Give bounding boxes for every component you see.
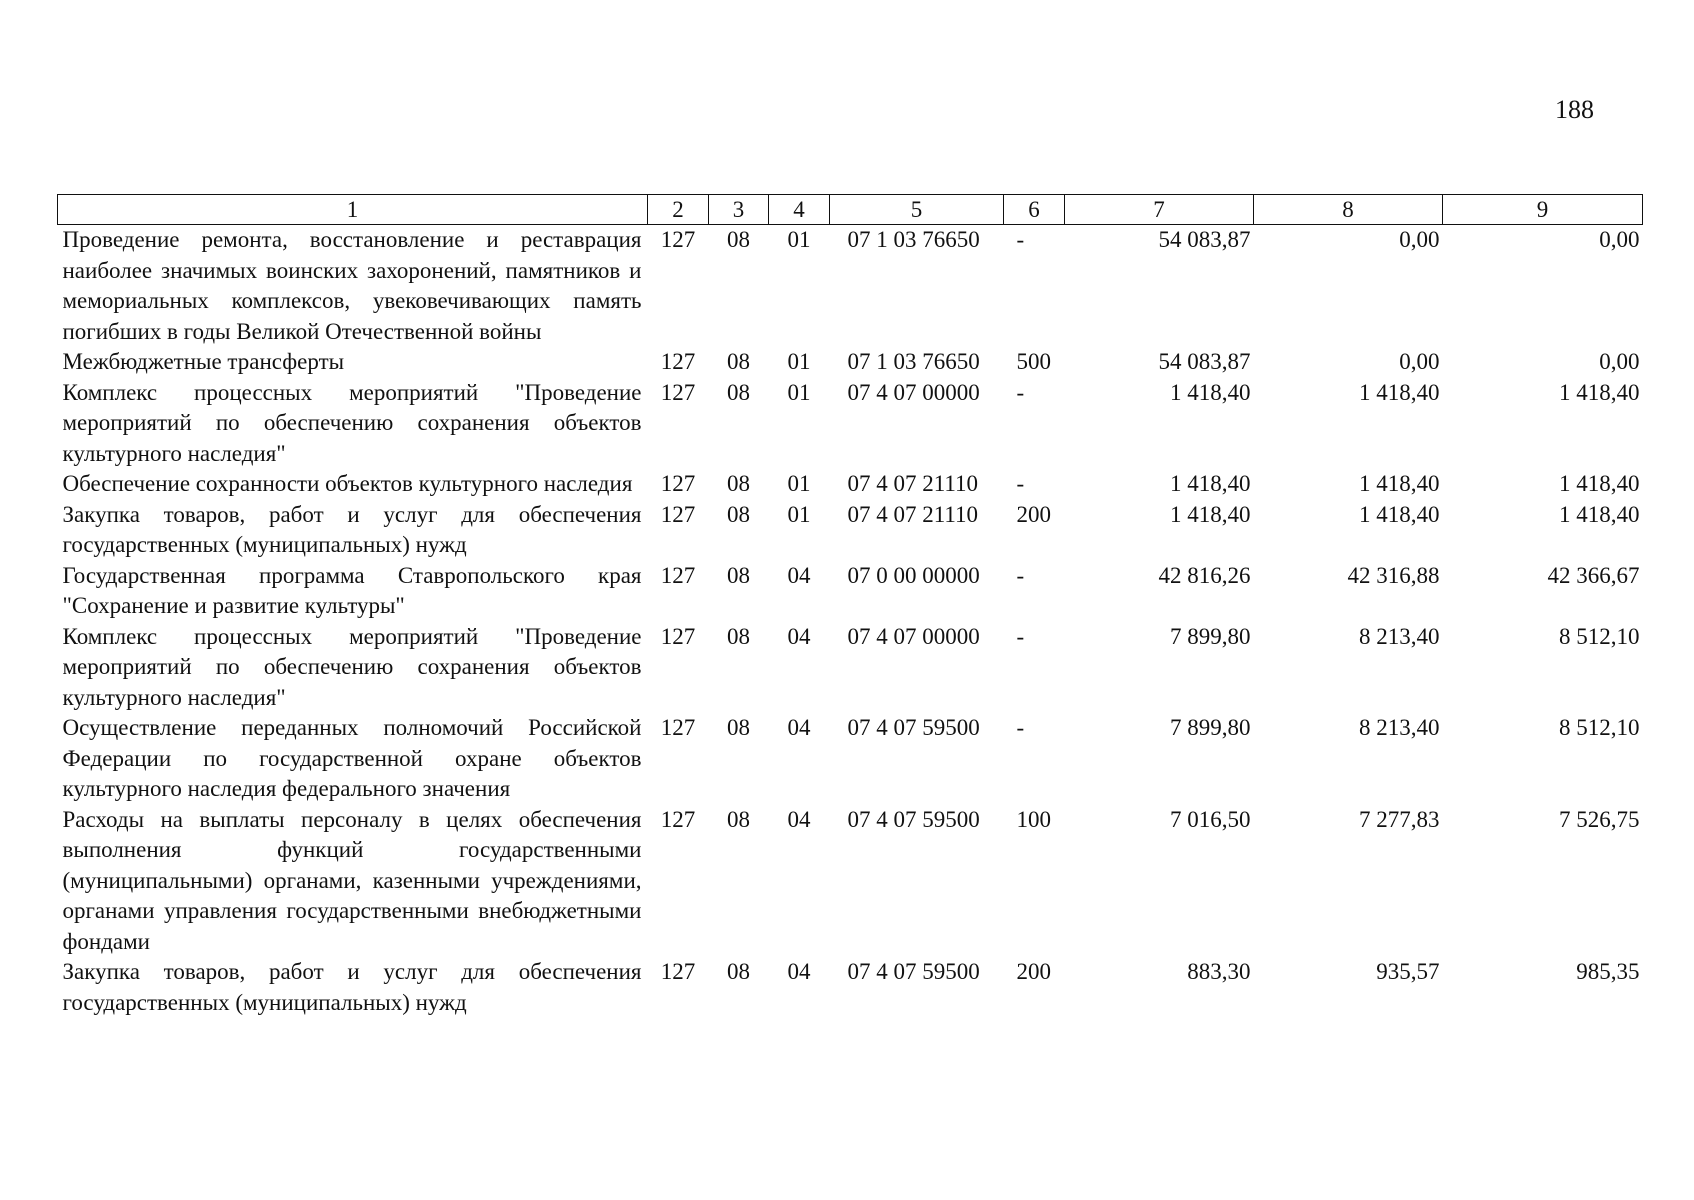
header-col-9: 9 [1443,195,1643,225]
header-col-6: 6 [1004,195,1065,225]
row-col-6: - [1016,623,1025,649]
row-col-7: 7 016,50 [1170,806,1251,832]
row-col-3: 08 [727,959,750,984]
row-col-6: - [1016,379,1025,405]
row-name: Государственная программа Ставропольского края "Сохранение и развитие культуры" [62,562,642,618]
row-col-3: 08 [727,715,750,740]
row-col-6: - [1016,227,1025,252]
row-col-3: 08 [727,501,750,527]
row-col-3: 08 [727,349,750,374]
row-col-3: 08 [727,471,750,496]
row-col-4: 04 [787,715,811,740]
row-name: Комплекс процессных мероприятий "Проведение мероприятий по обеспечению сохранения объектов культурного наследия" [62,379,642,466]
row-col-8: 1 418,40 [1359,471,1440,496]
row-name: Обеспечение сохранности объектов культурного наследия [62,471,633,496]
table-row [58,225,1643,348]
row-col-5: 07 4 07 59500 [847,806,980,832]
row-col-9: 8 512,10 [1559,623,1640,649]
row-col-7: 1 418,40 [1170,501,1251,527]
row-name: Закупка товаров, работ и услуг для обеспечения государственных (муниципальных) нужд [62,959,642,1015]
row-name: Комплекс процессных мероприятий "Проведение мероприятий по обеспечению сохранения объектов культурного наследия" [62,623,642,710]
row-col-8: 42 316,88 [1347,562,1440,588]
row-name: Закупка товаров, работ и услуг для обеспечения государственных (муниципальных) нужд [62,501,642,557]
header-col-4: 4 [769,195,830,225]
row-col-7: 883,30 [1187,959,1251,984]
row-col-6: - [1016,715,1025,740]
row-col-9: 1 418,40 [1559,501,1640,527]
table-row [58,500,1643,561]
row-col-2: 127 [660,715,696,740]
table-row [58,957,1643,1018]
budget-table [57,194,1643,1018]
table-row [58,347,1643,378]
row-col-9: 8 512,10 [1559,715,1640,740]
row-col-2: 127 [660,959,696,984]
row-col-4: 04 [787,806,811,832]
row-col-6: - [1016,562,1025,588]
row-col-8: 8 213,40 [1359,715,1440,740]
row-col-4: 01 [787,471,811,496]
row-name: Осуществление переданных полномочий Российской Федерации по государственной охране объектов культурного наследия федерального значения [62,715,642,801]
header-col-2: 2 [648,195,709,225]
row-col-2: 127 [660,349,696,374]
table-row [58,805,1643,958]
table-row [58,561,1643,622]
table-row [58,469,1643,500]
row-name: Проведение ремонта, восстановление и реставрация наиболее значимых воинских захоронений, памятников и мемориальных комплексов, увековечивающих память погибших в годы Великой Отечественной войны [62,227,642,344]
table-row [58,713,1643,805]
header-col-3: 3 [709,195,769,225]
row-col-6: 500 [1016,349,1051,374]
row-col-2: 127 [660,227,696,252]
row-col-2: 127 [660,562,696,588]
header-col-1: 1 [58,195,648,225]
row-col-9: 7 526,75 [1559,806,1640,832]
row-col-5: 07 1 03 76650 [847,227,980,252]
row-col-6: 100 [1016,806,1051,832]
row-col-5: 07 0 00 00000 [847,562,980,588]
row-col-8: 1 418,40 [1359,501,1440,527]
row-col-2: 127 [660,806,696,832]
row-col-7: 1 418,40 [1170,379,1251,405]
row-col-7: 7 899,80 [1170,715,1251,740]
row-col-2: 127 [660,471,696,496]
row-col-3: 08 [727,227,750,252]
row-col-9: 1 418,40 [1559,379,1640,405]
row-col-8: 1 418,40 [1359,379,1440,405]
row-col-5: 07 4 07 00000 [847,623,980,649]
row-col-4: 04 [787,562,811,588]
row-col-3: 08 [727,623,750,649]
row-col-5: 07 4 07 59500 [847,959,980,984]
row-col-7: 42 816,26 [1158,562,1251,588]
row-col-2: 127 [660,623,696,649]
row-col-3: 08 [727,806,750,832]
row-col-5: 07 4 07 59500 [847,715,980,740]
table-row [58,622,1643,714]
row-col-7: 7 899,80 [1170,623,1251,649]
row-col-4: 01 [787,379,811,405]
header-col-7: 7 [1065,195,1254,225]
row-col-8: 7 277,83 [1359,806,1440,832]
row-col-9: 0,00 [1599,227,1640,252]
row-col-8: 0,00 [1399,227,1440,252]
row-col-2: 127 [660,501,696,527]
row-col-4: 04 [787,959,811,984]
row-col-9: 1 418,40 [1559,471,1640,496]
row-col-6: 200 [1016,501,1051,527]
row-col-5: 07 4 07 21110 [847,471,979,496]
row-col-7: 54 083,87 [1158,349,1251,374]
row-col-2: 127 [660,379,696,405]
row-col-6: 200 [1016,959,1051,984]
column-number-header-row [58,195,1643,225]
table-row [58,378,1643,470]
row-col-8: 935,57 [1376,959,1440,984]
row-col-9: 42 366,67 [1547,562,1640,588]
row-col-4: 01 [787,227,811,252]
row-col-9: 0,00 [1599,349,1640,374]
row-col-4: 04 [787,623,811,649]
row-name: Расходы на выплаты персоналу в целях обеспечения выполнения функций государственными (муниципальными) органами, казенными учреждениями, органами управления государственными внебюджетными фондами [62,806,642,954]
row-col-3: 08 [727,562,750,588]
row-col-5: 07 4 07 21110 [847,501,979,527]
row-col-4: 01 [787,501,811,527]
row-col-5: 07 1 03 76650 [847,349,980,374]
row-col-7: 1 418,40 [1170,471,1251,496]
row-name: Межбюджетные трансферты [62,349,345,374]
header-col-8: 8 [1254,195,1443,225]
row-col-9: 985,35 [1576,959,1640,984]
row-col-5: 07 4 07 00000 [847,379,980,405]
row-col-7: 54 083,87 [1158,227,1251,252]
row-col-4: 01 [787,349,811,374]
row-col-8: 8 213,40 [1359,623,1440,649]
row-col-8: 0,00 [1399,349,1440,374]
header-col-5: 5 [830,195,1004,225]
page-number: 188 [1555,95,1594,124]
row-col-3: 08 [727,379,750,405]
row-col-6: - [1016,471,1025,496]
